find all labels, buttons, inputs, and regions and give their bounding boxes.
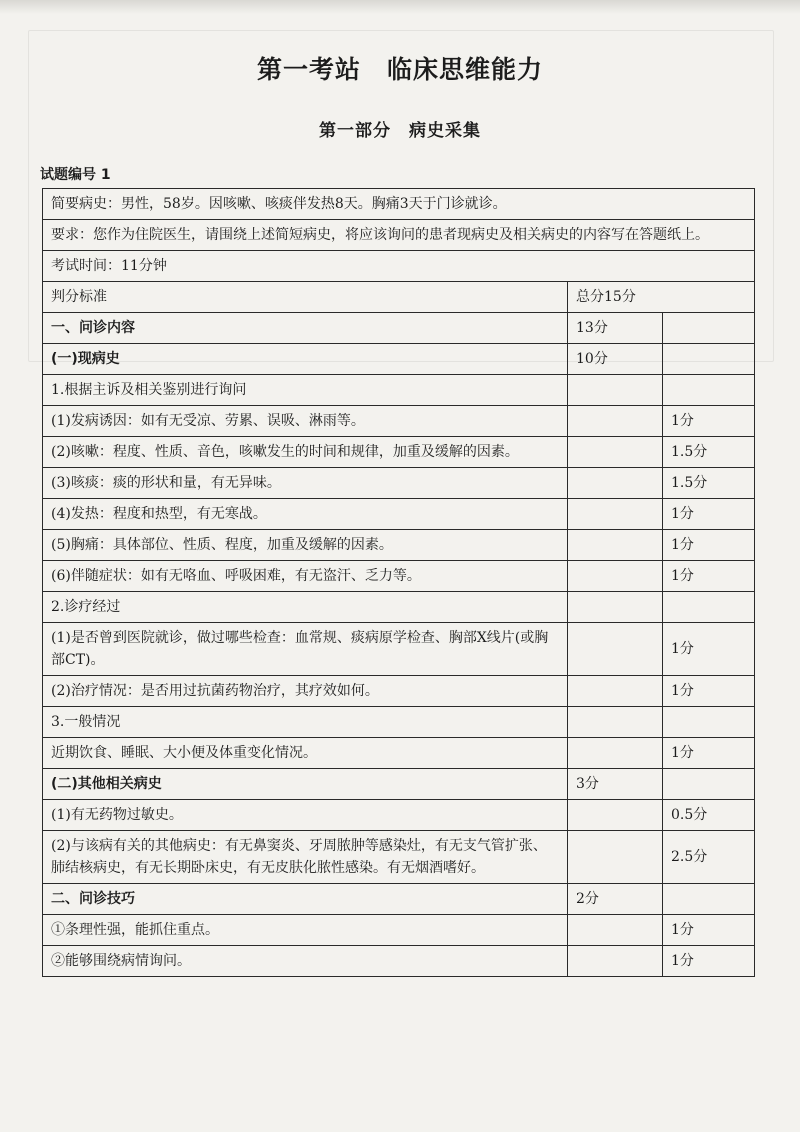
item-text: (4)发热：程度和热型，有无寒战。 <box>43 499 568 530</box>
item-text: 一、问诊内容 <box>43 313 568 344</box>
section-score: 10分 <box>568 344 663 375</box>
table-row <box>43 437 755 468</box>
scan-edge-shadow <box>0 0 800 14</box>
exam-time-row <box>43 251 755 282</box>
item-score: 1分 <box>663 530 755 561</box>
item-text: (2)咳嗽：程度、性质、音色，咳嗽发生的时间和规律，加重及缓解的因素。 <box>43 437 568 468</box>
section-score <box>568 437 663 468</box>
item-text: (6)伴随症状：如有无咯血、呼吸困难，有无盗汗、乏力等。 <box>43 561 568 592</box>
section-score <box>568 592 663 623</box>
section-score: 3分 <box>568 769 663 800</box>
item-score <box>663 769 755 800</box>
item-score: 0.5分 <box>663 800 755 831</box>
item-score: 2.5分 <box>663 831 755 884</box>
item-score: 1分 <box>663 915 755 946</box>
item-score <box>663 313 755 344</box>
brief-history-row <box>43 189 755 220</box>
item-text: (2)治疗情况：是否用过抗菌药物治疗，其疗效如何。 <box>43 676 568 707</box>
item-score: 1.5分 <box>663 437 755 468</box>
section-score <box>568 915 663 946</box>
item-score <box>663 707 755 738</box>
part-title: 第一部分 病史采集 <box>319 121 481 141</box>
table-row <box>43 592 755 623</box>
scoring-table <box>42 188 755 977</box>
table-row <box>43 623 755 676</box>
section-score <box>568 530 663 561</box>
table-row <box>43 344 755 375</box>
item-score: 1分 <box>663 623 755 676</box>
item-text: (二)其他相关病史 <box>43 769 568 800</box>
section-score <box>568 707 663 738</box>
section-score <box>568 946 663 977</box>
item-text: (1)是否曾到医院就诊，做过哪些检查：血常规、痰病原学检查、胸部X线片(或胸部CT)。 <box>43 623 568 676</box>
table-row <box>43 313 755 344</box>
table-row <box>43 831 755 884</box>
item-text: 二、问诊技巧 <box>43 884 568 915</box>
item-score: 1分 <box>663 406 755 437</box>
item-text: 3.一般情况 <box>43 707 568 738</box>
item-text: (3)咳痰：痰的形状和量，有无异味。 <box>43 468 568 499</box>
table-row <box>43 561 755 592</box>
criteria-total: 总分15分 <box>568 282 755 313</box>
brief-history: 简要病史：男性，58岁。因咳嗽、咳痰伴发热8天。胸痛3天于门诊就诊。 <box>43 189 755 220</box>
table-row <box>43 530 755 561</box>
table-row <box>43 676 755 707</box>
item-score: 1分 <box>663 499 755 530</box>
table-row <box>43 738 755 769</box>
section-score: 13分 <box>568 313 663 344</box>
section-score <box>568 800 663 831</box>
table-row <box>43 375 755 406</box>
table-row <box>43 946 755 977</box>
item-text: ②能够围绕病情询问。 <box>43 946 568 977</box>
item-text: (1)发病诱因：如有无受凉、劳累、误吸、淋雨等。 <box>43 406 568 437</box>
section-score <box>568 831 663 884</box>
table-row <box>43 499 755 530</box>
section-score <box>568 468 663 499</box>
requirement-text: 要求：您作为住院医生，请围绕上述简短病史，将应该询问的患者现病史及相关病史的内容写在答题纸上。 <box>43 220 755 251</box>
item-score <box>663 592 755 623</box>
item-text: 近期饮食、睡眠、大小便及体重变化情况。 <box>43 738 568 769</box>
section-score: 2分 <box>568 884 663 915</box>
table-row <box>43 707 755 738</box>
question-number: 试题编号 1 <box>40 167 111 183</box>
station-title: 第一考站 临床思维能力 <box>256 55 543 84</box>
item-score <box>663 344 755 375</box>
item-text: 1.根据主诉及相关鉴别进行询问 <box>43 375 568 406</box>
item-score: 1分 <box>663 946 755 977</box>
item-score: 1分 <box>663 561 755 592</box>
table-row <box>43 915 755 946</box>
criteria-row <box>43 282 755 313</box>
table-row <box>43 406 755 437</box>
item-text: ①条理性强，能抓住重点。 <box>43 915 568 946</box>
item-text: (5)胸痛：具体部位、性质、程度，加重及缓解的因素。 <box>43 530 568 561</box>
item-score: 1分 <box>663 676 755 707</box>
table-row <box>43 800 755 831</box>
section-score <box>568 375 663 406</box>
item-score: 1分 <box>663 738 755 769</box>
section-score <box>568 738 663 769</box>
section-score <box>568 676 663 707</box>
item-text: 2.诊疗经过 <box>43 592 568 623</box>
item-text: (一)现病史 <box>43 344 568 375</box>
criteria-label: 判分标准 <box>43 282 568 313</box>
item-score <box>663 375 755 406</box>
table-row <box>43 884 755 915</box>
table-row <box>43 468 755 499</box>
section-score <box>568 623 663 676</box>
item-score: 1.5分 <box>663 468 755 499</box>
section-score <box>568 406 663 437</box>
table-row <box>43 769 755 800</box>
exam-time: 考试时间：11分钟 <box>43 251 755 282</box>
item-text: (2)与该病有关的其他病史：有无鼻窦炎、牙周脓肿等感染灶，有无支气管扩张、肺结核病史，有无长期卧床史，有无皮肤化脓性感染。有无烟酒嗜好。 <box>43 831 568 884</box>
section-score <box>568 561 663 592</box>
requirement-row <box>43 220 755 251</box>
section-score <box>568 499 663 530</box>
item-text: (1)有无药物过敏史。 <box>43 800 568 831</box>
item-score <box>663 884 755 915</box>
